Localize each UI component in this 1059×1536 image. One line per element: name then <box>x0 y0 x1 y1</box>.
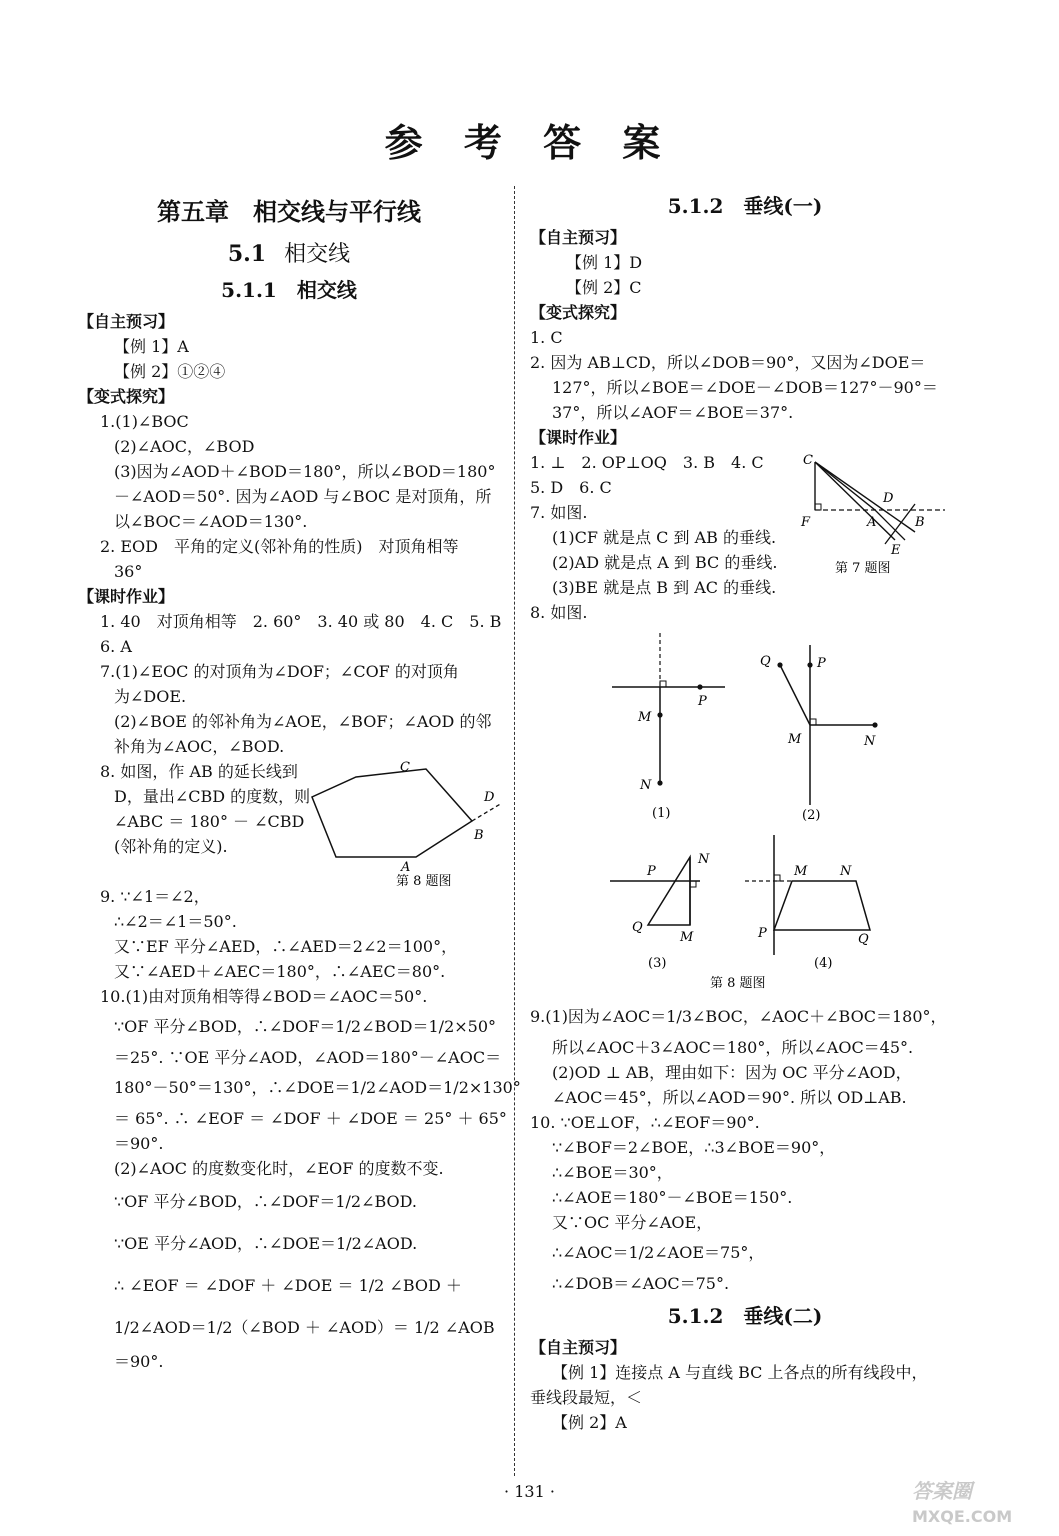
fig-label: N <box>698 852 710 867</box>
answer-line: ∵OE 平分∠AOD，∴∠DOE＝1/2∠AOD. <box>114 1234 418 1253</box>
answer-line: ∴ ∠EOF ＝ ∠DOF ＋ ∠DOE ＝ 1/2 ∠BOD ＋ <box>114 1276 462 1295</box>
answer-line: ∴∠DOB＝∠AOC＝75°. <box>552 1274 730 1293</box>
homework-heading: 【课时作业】 <box>530 428 627 447</box>
answer-line: D，量出∠CBD 的度数，则 <box>114 787 311 806</box>
fig-label: F <box>801 515 811 530</box>
fig-label: P <box>817 656 826 671</box>
answer-line: 8. 如图. <box>530 603 588 622</box>
fig-label: N <box>640 778 652 793</box>
answer-line: (2)∠AOC 的度数变化时，∠EOF 的度数不变. <box>114 1159 444 1178</box>
answer-line: 1. C <box>530 328 563 347</box>
answer-line: ∠AOC＝45°，所以∠AOD＝90°. 所以 OD⊥AB. <box>552 1088 907 1107</box>
figure-caption: 第 8 题图 <box>710 976 766 991</box>
answer-line: 6. A <box>100 637 132 656</box>
answer-line: 【例 1】连接点 A 与直线 BC 上各点的所有线段中， <box>552 1363 928 1382</box>
answer-line: 7. 如图. <box>530 503 588 522</box>
q8-block <box>78 759 500 887</box>
chapter-heading: 第五章 相交线与平行线 <box>157 197 421 226</box>
variant-heading: 【变式探究】 <box>530 303 627 322</box>
answer-line: (邻补角的定义). <box>114 837 228 856</box>
page-title: 参 考 答 案 <box>384 120 675 165</box>
answer-line: ＝ 65°. ∴ ∠EOF ＝ ∠DOF ＋ ∠DOE ＝ 25° ＋ 65° <box>114 1109 507 1128</box>
answer-line: 1. 40 对顶角相等 2. 60° 3. 40 或 80 4. C 5. B <box>100 612 502 631</box>
fig-sub-label: (2) <box>802 808 821 823</box>
answer-line: 垂线段最短，＜ <box>530 1388 643 1407</box>
answer-line: (2)∠AOC，∠BOD <box>114 437 255 456</box>
fig-label: M <box>788 732 802 747</box>
fig-label: A <box>401 860 411 875</box>
answer-line: 又∵∠AED＋∠AEC＝180°，∴∠AEC＝80°. <box>114 962 446 981</box>
subsection-heading: 5.1.2 垂线(一) <box>667 194 823 218</box>
fig-label: Q <box>632 920 643 935</box>
answer-line: 1.(1)∠BOC <box>100 412 189 431</box>
figure-caption: 第 8 题图 <box>396 874 452 887</box>
fig-sub-label: (4) <box>814 956 833 971</box>
answer-line: 127°，所以∠BOE＝∠DOE－∠DOB＝127°－90°＝ <box>552 378 938 397</box>
answer-line: 所以∠AOC＋3∠AOC＝180°，所以∠AOC＝45°. <box>552 1038 914 1057</box>
answer-line: ∵∠BOF＝2∠BOE，∴3∠BOE＝90°， <box>552 1138 836 1157</box>
fig-label: P <box>698 694 707 709</box>
preview-heading: 【自主预习】 <box>530 1338 627 1357</box>
fig-label: C <box>803 453 813 468</box>
fig-label: E <box>891 543 901 558</box>
variant-heading: 【变式探究】 <box>78 387 175 406</box>
fig-label: P <box>647 864 656 879</box>
homework-block <box>530 450 960 625</box>
fig-label: B <box>474 828 484 843</box>
preview-heading: 【自主预习】 <box>78 312 175 331</box>
fig8-perpendicular-set <box>530 625 960 995</box>
watermark-text: 答案圈 <box>912 1479 972 1503</box>
answer-line: 2. EOD 平角的定义(邻补角的性质) 对顶角相等 <box>100 537 459 556</box>
fig-label: P <box>758 926 767 941</box>
answer-line: ∴∠AOE＝180°－∠BOE＝150°. <box>552 1188 793 1207</box>
answer-line: (1)CF 就是点 C 到 AB 的垂线. <box>552 528 777 547</box>
fig-label: B <box>915 515 925 530</box>
fig-label: D <box>883 491 894 506</box>
answer-line: ＝90°. <box>114 1134 164 1153</box>
answer-line: (3)BE 就是点 B 到 AC 的垂线. <box>552 578 777 597</box>
answer-line: 8. 如图，作 AB 的延长线到 <box>100 762 298 781</box>
answer-line: 36° <box>114 562 143 581</box>
watermark-url: MXQE.COM <box>912 1507 1013 1526</box>
fig-label: Q <box>858 932 869 947</box>
answer-line: ∴∠2＝∠1＝50°. <box>114 912 237 931</box>
answer-line: 9. ∵∠1＝∠2， <box>100 887 210 906</box>
answer-line: (2)∠BOE 的邻补角为∠AOE，∠BOF；∠AOD 的邻 <box>114 712 492 731</box>
fig-label: N <box>864 734 876 749</box>
answer-line: 180°－50°＝130°，∴∠DOE＝1/2∠AOD＝1/2×130° <box>114 1078 521 1097</box>
preview-example: 【例 2】①②④ <box>114 362 226 381</box>
answer-line: (2)AD 就是点 A 到 BC 的垂线. <box>552 553 778 572</box>
left-column <box>78 186 521 1374</box>
answer-line: ∠ABC ＝ 180° － ∠CBD <box>114 812 305 831</box>
fig-sub-label: (1) <box>652 806 671 821</box>
preview-heading: 【自主预习】 <box>530 228 627 247</box>
answer-line: 补角为∠AOC，∠BOD. <box>114 737 285 756</box>
answer-line: 7.(1)∠EOC 的对顶角为∠DOF；∠COF 的对顶角 <box>100 662 459 681</box>
answer-line: 10. ∵OE⊥OF，∴∠EOF＝90°. <box>530 1113 760 1132</box>
fig-label: M <box>794 864 808 879</box>
homework-heading: 【课时作业】 <box>78 587 175 606</box>
page-number: · 131 · <box>504 1482 555 1501</box>
watermark-logo <box>908 1470 1048 1530</box>
answer-line: 2. 因为 AB⊥CD，所以∠DOB＝90°，又因为∠DOE＝ <box>530 353 926 372</box>
answer-line: 1/2∠AOD＝1/2（∠BOD ＋ ∠AOD）＝ 1/2 ∠AOB <box>114 1318 495 1337</box>
answer-line: 【例 2】A <box>552 1413 627 1432</box>
answer-line: ∵OF 平分∠BOD，∴∠DOF＝1/2∠BOD. <box>114 1192 418 1211</box>
subsection-heading: 5.1.1 相交线 <box>221 278 357 302</box>
answer-line: ∵OF 平分∠BOD，∴∠DOF＝1/2∠BOD＝1/2×50° <box>114 1017 497 1036</box>
fig-label: A <box>867 515 877 530</box>
answer-line: 又∵EF 平分∠AED，∴∠AED＝2∠2＝100°， <box>114 937 458 956</box>
answer-line: 以∠BOC＝∠AOD＝130°. <box>114 512 308 531</box>
answer-line: 9.(1)因为∠AOC＝1/3∠BOC，∠AOC＋∠BOC＝180°， <box>530 1007 947 1026</box>
fig7-triangle <box>795 442 955 577</box>
answer-line: 37°，所以∠AOF＝∠BOE＝37°. <box>552 403 794 422</box>
section-heading <box>78 237 500 268</box>
answer-line: 5. D 6. C <box>530 478 612 497</box>
preview-example: 【例 1】D <box>566 253 643 272</box>
figure-caption: 第 7 题图 <box>835 561 891 576</box>
fig-label: D <box>484 790 495 805</box>
fig-sub-label: (3) <box>648 956 667 971</box>
fig-label: M <box>680 930 694 945</box>
answer-line: ＝90°. <box>114 1352 164 1371</box>
fig-label: M <box>638 710 652 725</box>
preview-example: 【例 1】A <box>114 337 189 356</box>
answer-line: －∠AOD＝50°. 因为∠AOD 与∠BOC 是对顶角，所 <box>114 487 492 506</box>
fig-label: Q <box>760 654 771 669</box>
answer-line: ＝25°. ∵OE 平分∠AOD，∠AOD＝180°－∠AOC＝ <box>114 1048 502 1067</box>
right-column <box>530 186 960 1435</box>
preview-example: 【例 2】C <box>566 278 642 297</box>
answer-line: 又∵OC 平分∠AOE， <box>552 1213 713 1232</box>
fig-label: N <box>840 864 852 879</box>
fig-label: C <box>400 760 410 775</box>
answer-line: ∴∠BOE＝30°， <box>552 1163 673 1182</box>
answer-line: 10.(1)由对顶角相等得∠BOD＝∠AOC＝50°. <box>100 987 428 1006</box>
subsection-heading: 5.1.2 垂线(二) <box>667 1304 823 1328</box>
section-number: 5.1 <box>227 241 267 267</box>
answer-line: ∴∠AOC＝1/2∠AOE＝75°， <box>552 1243 765 1262</box>
fig8-hexagon <box>306 757 506 887</box>
answer-line: 为∠DOE. <box>114 687 187 706</box>
answer-line: 1. ⊥ 2. OP⊥OQ 3. B 4. C <box>530 453 764 472</box>
column-divider <box>514 186 515 1476</box>
answer-line: (2)OD ⊥ AB，理由如下：因为 OC 平分∠AOD， <box>552 1063 912 1082</box>
answer-line: (3)因为∠AOD＋∠BOD＝180°，所以∠BOD＝180° <box>114 462 496 481</box>
section-title: 相交线 <box>284 242 351 267</box>
